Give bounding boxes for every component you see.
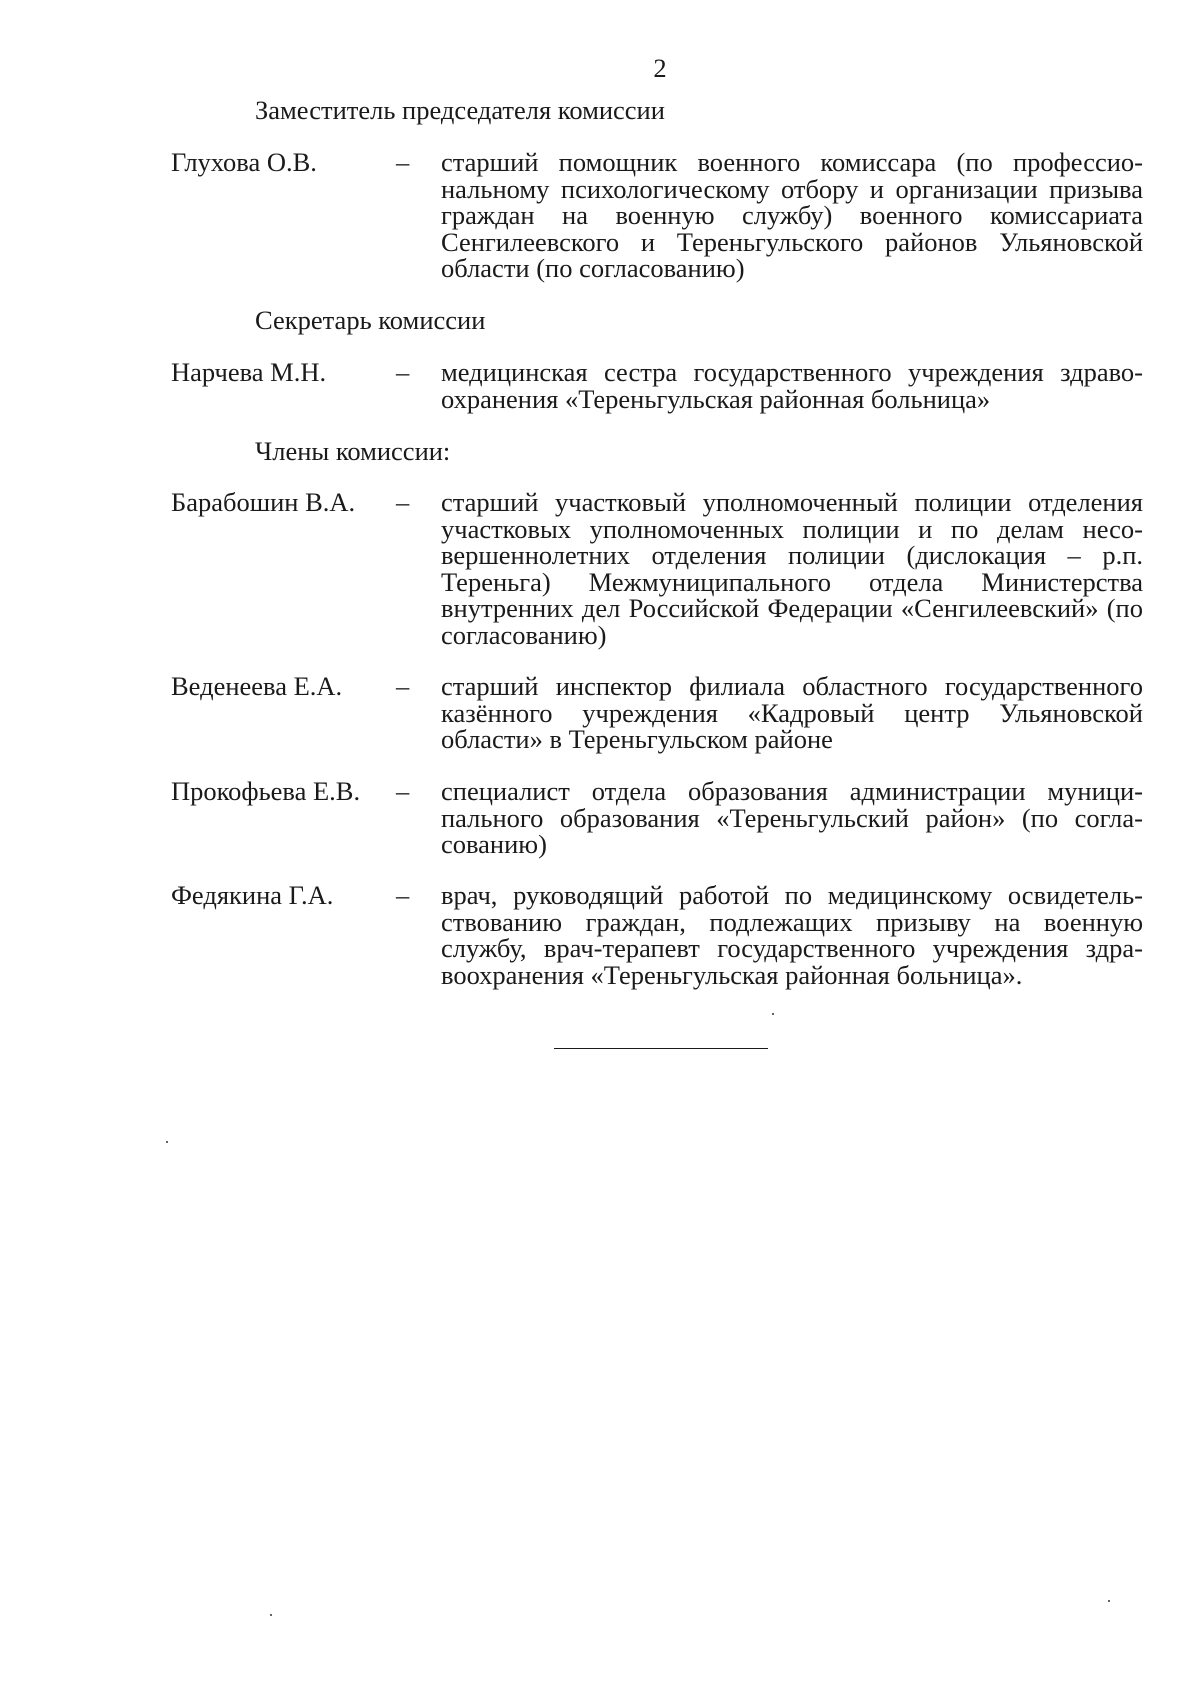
deputy-chairman-heading: Заместитель председателя комиссии <box>255 95 665 125</box>
scan-speck <box>166 1141 168 1143</box>
member-description-baraboshin: старший участковый уполномоченный полиции отделения участковых уполномоченных полиции и по делам несовершеннолетних отделения полиции (дислокация – р.п. Тереньга) Межмуниципального отдела Министерства внутренних дел Российской Федерации «Сенгилеевский» (по согласованию) <box>441 487 1143 650</box>
scan-speck <box>1108 1600 1110 1602</box>
page-number: 2 <box>653 53 667 83</box>
scan-speck <box>772 1013 774 1015</box>
member-description-narcheva: медицинская сестра государственного учреждения здравоохранения «Тереньгульская районная больница» <box>441 357 1143 414</box>
member-name-vedeneeva: Веденеева Е.А. <box>171 671 343 701</box>
end-separator-line <box>554 1048 768 1049</box>
member-name-baraboshin: Барабошин В.А. <box>171 487 356 517</box>
member-dash: – <box>396 357 410 387</box>
member-description-vedeneeva: старший инспектор филиала областного государственного казённого учреждения «Кадровый центр Ульяновской области» в Тереньгульском районе <box>441 671 1143 754</box>
member-description-glukhova: старший помощник военного комиссара (по профессиональному психологическому отбору и организации призыва граждан на военную службу) военного комиссариата Сенгилеевского и Тереньгульского районов Ульяновской области (по согласованию) <box>441 147 1143 283</box>
member-name-glukhova: Глухова О.В. <box>171 147 317 177</box>
member-dash: – <box>396 487 410 517</box>
member-description-fedyakina: врач, руководящий работой по медицинскому освидетельствованию граждан, подлежащих призыву на военную службу, врач-терапевт государственного учреждения здравоохранения «Тереньгульская районная больница». <box>441 880 1143 990</box>
secretary-heading: Секретарь комиссии <box>255 305 486 335</box>
member-description-prokofyeva: специалист отдела образования администрации муниципального образования «Тереньгульский район» (по согласованию) <box>441 776 1143 859</box>
member-dash: – <box>396 776 410 806</box>
member-name-fedyakina: Федякина Г.А. <box>171 880 334 910</box>
member-name-narcheva: Нарчева М.Н. <box>171 357 327 387</box>
member-dash: – <box>396 880 410 910</box>
member-dash: – <box>396 147 410 177</box>
member-name-prokofyeva: Прокофьева Е.В. <box>171 776 361 806</box>
member-dash: – <box>396 671 410 701</box>
scan-speck <box>270 1614 272 1616</box>
members-heading: Члены комиссии: <box>255 436 451 466</box>
